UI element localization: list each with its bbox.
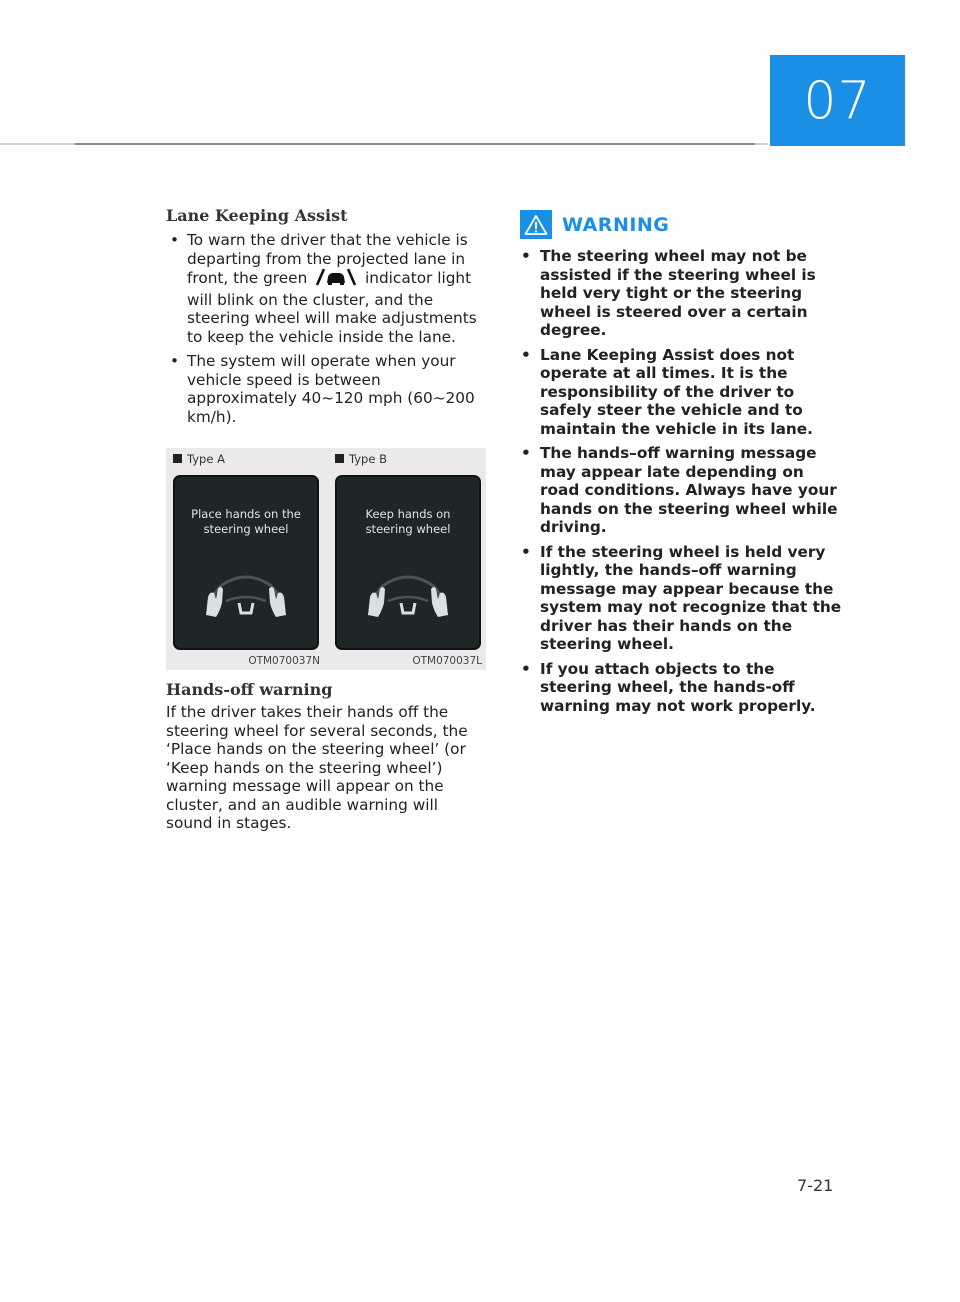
steering-wheel-hands-icon — [358, 573, 458, 623]
warning-item-text: If the steering wheel is held very lightly, the hands–off warning message may appear because the system may not recognize that the driver has their hands on the steering wheel. — [540, 542, 842, 653]
cluster-message-line2: steering wheel — [203, 522, 289, 536]
warning-item: • If the steering wheel is held very lightly, the hands–off warning message may appear because the system may not recognize that the driver has their hands on the steering wheel. — [521, 542, 842, 653]
type-label-text: Type B — [349, 452, 387, 466]
cluster-screen — [173, 475, 319, 650]
warning-item-text: The hands–off warning message may appear late depending on road conditions. Always have your hands on the steering wheel while driving. — [540, 444, 838, 536]
bullet-text-start: To warn the driver that the vehicle is departing from the projected lane in front, the green — [187, 231, 468, 287]
type-label-text: Type A — [187, 452, 225, 466]
warning-box — [518, 206, 844, 721]
figure-code: OTM070037N — [248, 655, 320, 667]
warning-item: • The hands–off warning message may appear late depending on road conditions. Always have your hands on the steering wheel while driving. — [521, 444, 838, 536]
left-column — [166, 206, 482, 833]
header-rule — [0, 143, 768, 145]
warning-item: • If you attach objects to the steering wheel, the hands-off warning may not work properly. — [521, 659, 816, 715]
steering-wheel-hands-icon — [196, 573, 296, 623]
feature-bullets — [166, 231, 482, 426]
warning-list — [518, 247, 844, 715]
page-number: 7-21 — [797, 1176, 834, 1195]
cluster-message-line2: steering wheel — [365, 522, 451, 536]
warning-item-text: If you attach objects to the steering wheel, the hands-off warning may not work properly. — [540, 659, 816, 715]
warning-triangle-icon — [520, 210, 552, 239]
warning-header — [520, 210, 844, 239]
warning-item-text: The steering wheel may not be assisted if the steering wheel is held very tight or the steering wheel is steered over a certain degree. — [540, 247, 816, 339]
subsection-heading: Hands-off warning — [166, 680, 333, 699]
chapter-tab: 07 — [770, 55, 905, 146]
figure-panel-type-b — [328, 448, 486, 670]
body-paragraph: If the driver takes their hands off the steering wheel for several seconds, the ‘Place hands on the steering wheel’ (or ‘Keep hands on the steering wheel’) warning message will appear on the cluster, and an audible warning will sound in stages. — [166, 703, 468, 832]
cluster-figure — [166, 448, 486, 670]
bullet-item: • The system will operate when your vehicle speed is between approximately 40~120 mph (60~200 km/h). — [170, 352, 475, 426]
section-heading: Lane Keeping Assist — [166, 206, 348, 225]
type-label — [335, 452, 387, 466]
cluster-message-line1: Keep hands on — [365, 507, 451, 521]
cluster-message — [175, 507, 317, 537]
figure-code: OTM070037L — [412, 655, 482, 667]
warning-title: WARNING — [562, 213, 670, 236]
bullet-item: • To warn the driver that the vehicle is departing from the projected lane in front, the green indicator light will blink on the cluster, and the steering wheel will make adjustments to keep the vehicle inside the lane. — [170, 231, 477, 346]
lane-keeping-indicator-icon — [314, 268, 358, 291]
cluster-message — [337, 507, 479, 537]
cluster-message-line1: Place hands on the — [191, 507, 301, 521]
bullet-text-end: indicator light will blink on the cluster, and the steering wheel will make adjustments to keep the vehicle inside the lane. — [187, 269, 477, 346]
figure-panel-type-a — [166, 448, 324, 670]
warning-item-text: Lane Keeping Assist does not operate at all times. It is the responsibility of the driver to safely steer the vehicle and to maintain the vehicle in its lane. — [540, 345, 813, 438]
cluster-screen — [335, 475, 481, 650]
warning-item: • The steering wheel may not be assisted if the steering wheel is held very tight or the steering wheel is steered over a certain degree. — [521, 247, 816, 339]
type-label — [173, 452, 225, 466]
warning-item: • Lane Keeping Assist does not operate at all times. It is the responsibility of the driver to safely steer the vehicle and to maintain the vehicle in its lane. — [521, 345, 813, 438]
bullet-text: The system will operate when your vehicle speed is between approximately 40~120 mph (60~200 km/h). — [187, 352, 475, 426]
